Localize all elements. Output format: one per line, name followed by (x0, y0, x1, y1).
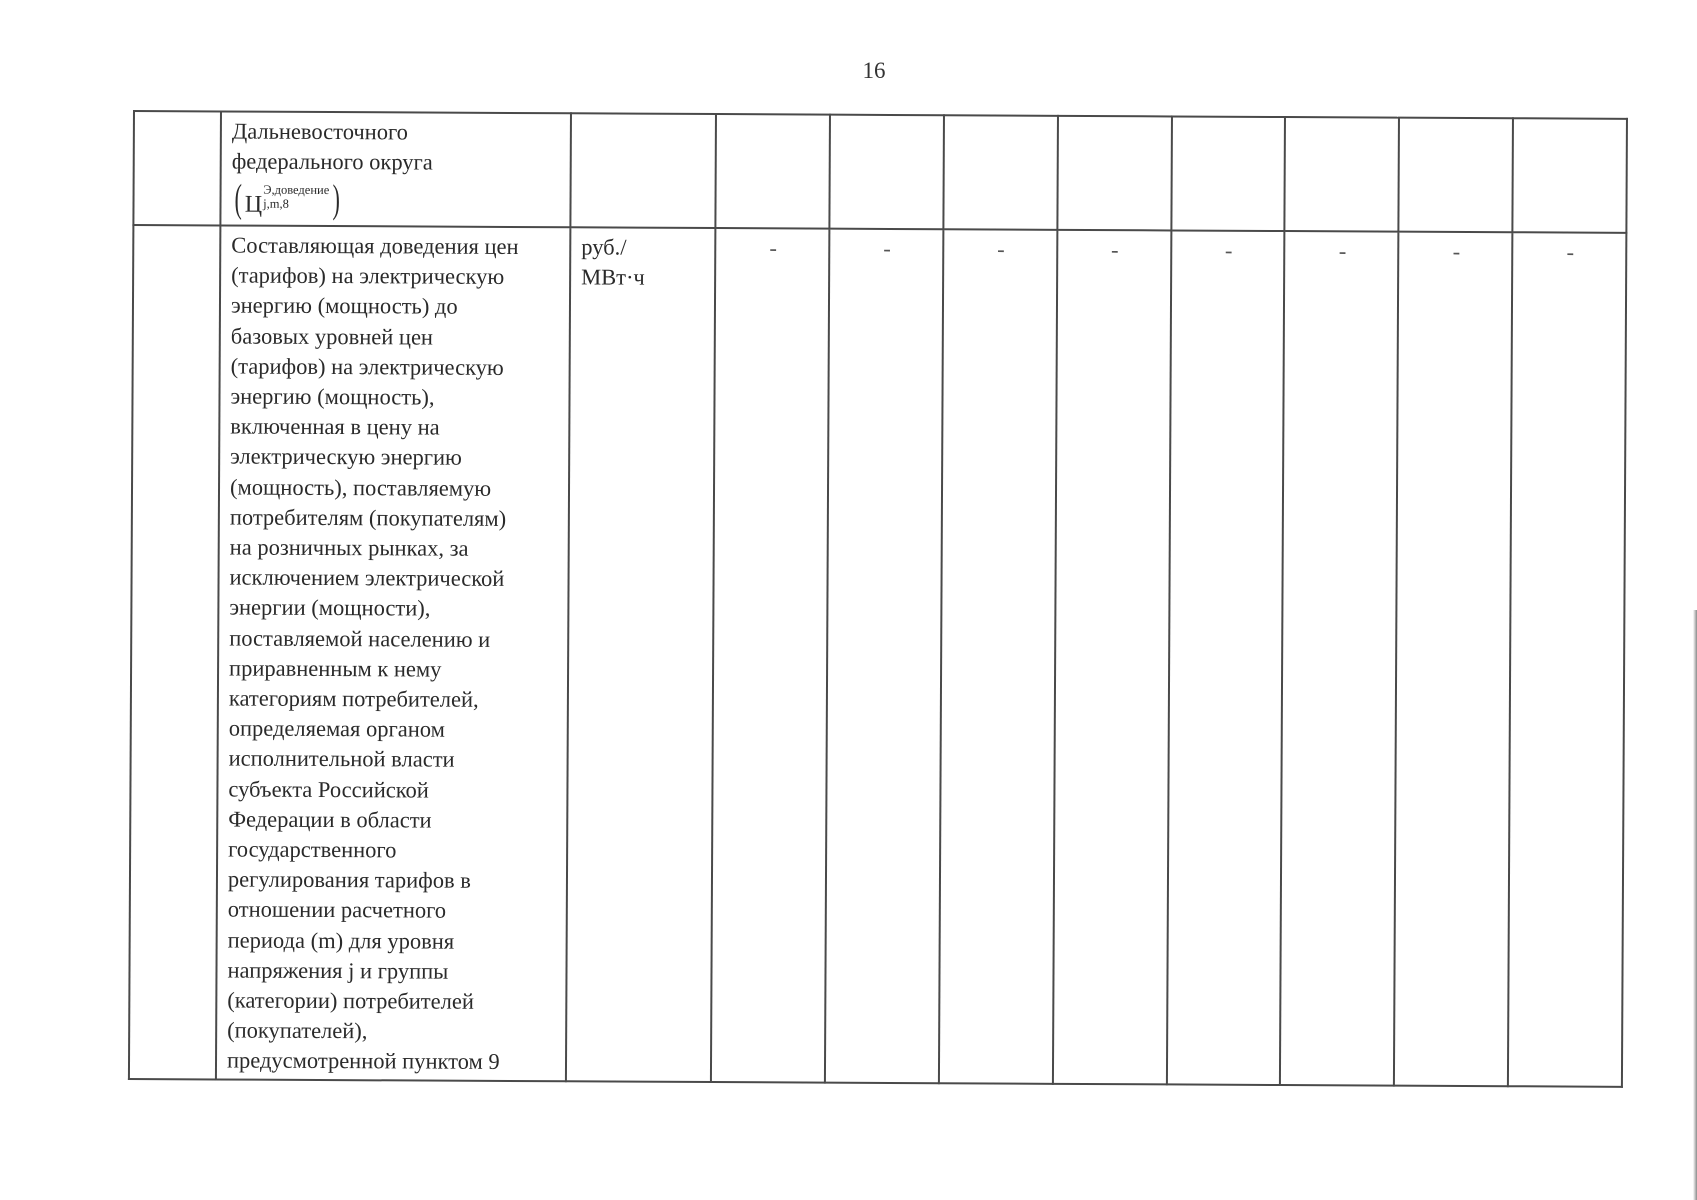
unit-line: руб./ (581, 234, 627, 260)
name-line: базовых уровней цен (230, 323, 434, 350)
value-cell (943, 115, 1057, 230)
name-line: определяемая органом (228, 715, 445, 742)
page-number: 16 (862, 58, 886, 83)
name-line: периода (m) для уровня (227, 927, 455, 954)
indicator-name-cell (220, 111, 571, 227)
value-cell (829, 115, 943, 230)
name-line: энергию (мощность), (230, 383, 435, 410)
name-line: субъекта Российской (228, 776, 429, 803)
value-cell: - (825, 229, 943, 1083)
name-line: (категории) потребителей (227, 987, 474, 1014)
value-cell: - (1053, 230, 1171, 1084)
name-line: (мощность), поставляемую (229, 474, 492, 501)
name-line: (тарифов) на электрическую (230, 353, 504, 380)
name-line: Дальневосточного (231, 118, 409, 145)
formula-paren-right: ) (332, 176, 340, 222)
row-number-cell (129, 225, 220, 1079)
unit-cell (566, 227, 715, 1081)
name-line: включенная в цену на (230, 413, 440, 440)
name-line: регулирования тарифов в (227, 866, 471, 894)
name-line: (тарифов) на электрическую (231, 262, 505, 290)
name-line: напряжения j и группы (227, 957, 449, 984)
scan-edge-mark (1693, 610, 1697, 1200)
formula-subscript: j,m,8 (263, 197, 289, 212)
value-cell (1513, 118, 1627, 233)
value-cell: - (1280, 231, 1398, 1085)
name-line: Федерации в области (228, 806, 432, 833)
name-line: (покупателей), (227, 1017, 368, 1044)
name-line: приравненным к нему (229, 655, 442, 682)
name-line: электрическую энергию (230, 443, 462, 471)
value-cell (1285, 117, 1399, 232)
name-line: федерального округа (231, 148, 433, 175)
formula-paren-left: ( (234, 175, 242, 221)
name-line: категориям потребителей, (228, 685, 479, 712)
value-cell (715, 114, 829, 229)
value-cell (1399, 118, 1513, 233)
value-cell: - (1508, 232, 1626, 1086)
value-cell: - (1394, 232, 1512, 1086)
name-line: отношении расчетного (227, 896, 447, 924)
name-line: предусмотренной пунктом 9 (226, 1047, 500, 1075)
table-row-component (129, 225, 1626, 1086)
unit-line: МВт·ч (581, 264, 645, 290)
value-cell: - (939, 229, 1057, 1083)
name-line: исполнительной власти (228, 745, 455, 773)
price-formula (231, 175, 342, 222)
unit-cell (570, 113, 716, 228)
data-table (128, 110, 1628, 1088)
name-line: поставляемой населению и (229, 625, 491, 652)
value-cell (1171, 116, 1285, 231)
name-line: государственного (228, 836, 397, 863)
formula-scripts (263, 183, 329, 211)
name-line: потребителям (покупателям) (229, 504, 507, 531)
name-line: Составляющая доведения цен (231, 232, 519, 260)
indicator-name-cell (216, 225, 570, 1081)
formula-base: Ц (244, 191, 263, 219)
name-line: на розничных рынках, за (229, 534, 469, 561)
name-line: энергии (мощности), (229, 594, 431, 622)
name-line: исключением электрической (229, 564, 505, 592)
name-line: энергию (мощность) до (230, 292, 458, 320)
value-cell: - (1166, 230, 1284, 1084)
value-cell (1057, 116, 1171, 231)
table-row-district (133, 111, 1627, 233)
formula-superscript: Э,доведение (263, 183, 330, 198)
row-number-cell (133, 111, 221, 225)
value-cell: - (711, 228, 829, 1082)
